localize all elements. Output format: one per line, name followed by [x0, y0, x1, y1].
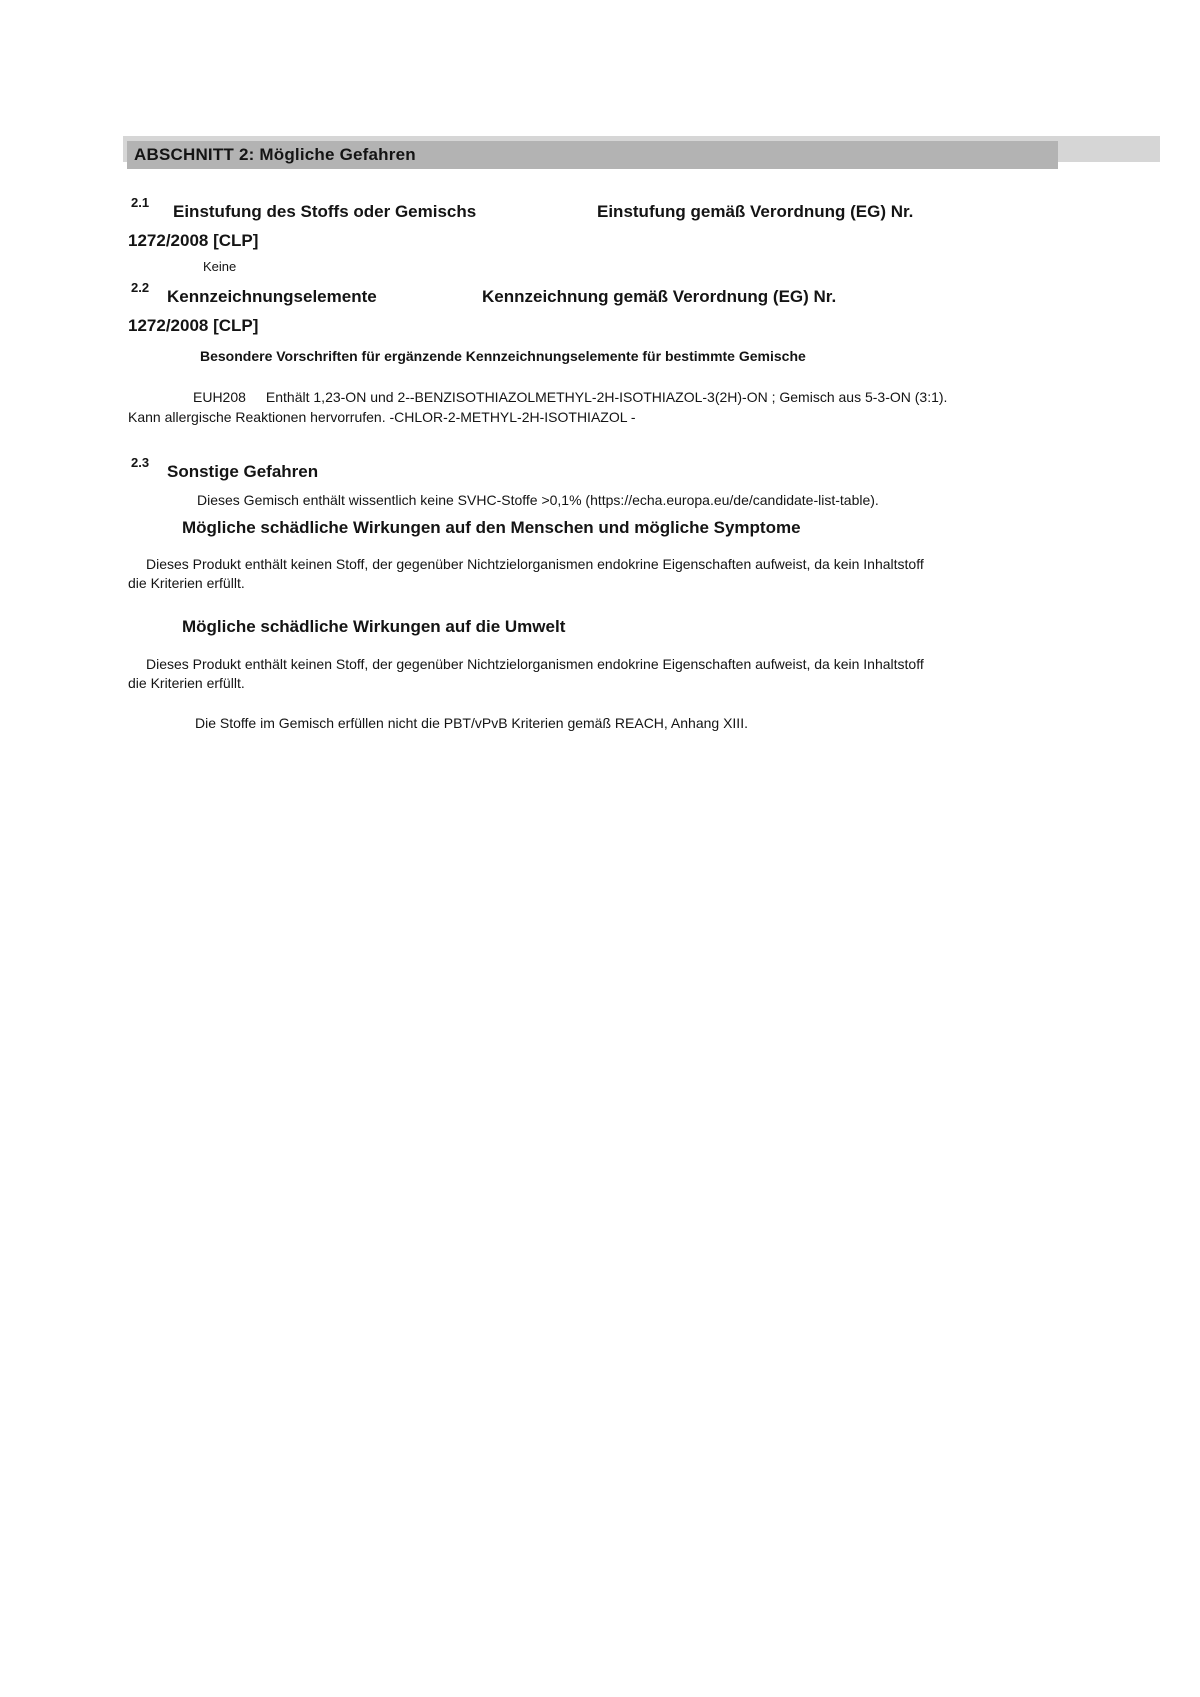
section-2-3-title: Sonstige Gefahren: [167, 462, 319, 481]
human-effects-heading: Mögliche schädliche Wirkungen auf den Menschen und mögliche Symptome: [182, 518, 801, 537]
environment-effects-paragraph-line2: die Kriterien erfüllt.: [128, 675, 245, 691]
section-2-1-number: 2.1: [131, 195, 150, 210]
pbt-statement: Die Stoffe im Gemisch erfüllen nicht die PBT/vPvB Kriterien gemäß REACH, Anhang XIII.: [195, 715, 748, 731]
section-2-2-number: 2.2: [131, 280, 150, 295]
section-2-2-title-right: Kennzeichnung gemäß Verordnung (EG) Nr.: [482, 287, 837, 306]
section-2-2-title: Kennzeichnungselemente: [167, 287, 377, 306]
environment-effects-paragraph-line1: Dieses Produkt enthält keinen Stoff, der gegenüber Nichtzielorganismen endokrine Eigenschaften aufweist, da kein Inhaltstoff: [146, 656, 924, 672]
section-2-1-title-wrap: 1272/2008 [CLP]: [128, 231, 259, 250]
euh-text: Enthält 1,23-ON und 2--BENZISOTHIAZOLMETHYL-2H-ISOTHIAZOL-3(2H)-ON ; Gemisch aus 5-3-ON (3:1).: [265, 389, 948, 405]
euh-statement-line2: Kann allergische Reaktionen hervorrufen. -CHLOR-2-METHYL-2H-ISOTHIAZOL -: [128, 409, 636, 425]
section-2-1-title: Einstufung des Stoffs oder Gemischs: [173, 202, 477, 221]
environment-effects-heading: Mögliche schädliche Wirkungen auf die Umwelt: [182, 617, 566, 636]
classification-value: Keine: [203, 259, 237, 274]
svhc-statement: Dieses Gemisch enthält wissentlich keine SVHC-Stoffe >0,1% (https://echa.europa.eu/de/candidate-list-table).: [197, 492, 879, 508]
section-header-bar-fill: [127, 141, 1058, 169]
section-title: ABSCHNITT 2: Mögliche Gefahren: [134, 145, 416, 164]
section-2-3-number: 2.3: [131, 455, 150, 470]
euh-code: EUH208: [193, 389, 246, 405]
euh-statement-line1: [193, 389, 947, 406]
section-2-1-title-right: Einstufung gemäß Verordnung (EG) Nr.: [597, 202, 914, 221]
labelling-subheading: Besondere Vorschriften für ergänzende Kennzeichnungselemente für bestimmte Gemische: [200, 348, 806, 364]
human-effects-paragraph-line2: die Kriterien erfüllt.: [128, 575, 245, 591]
human-effects-paragraph-line1: Dieses Produkt enthält keinen Stoff, der gegenüber Nichtzielorganismen endokrine Eigenschaften aufweist, da kein Inhaltstoff: [146, 556, 924, 572]
section-header-bar: [123, 136, 1160, 170]
section-2-2-title-wrap: 1272/2008 [CLP]: [128, 316, 259, 335]
